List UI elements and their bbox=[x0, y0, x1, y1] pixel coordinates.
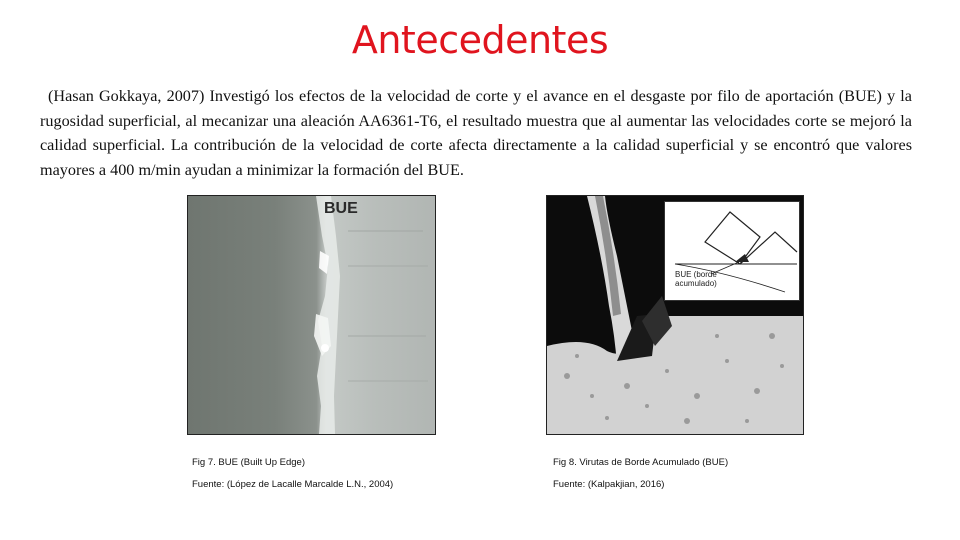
slide-title: Antecedentes bbox=[351, 18, 609, 62]
inset-bue-label bbox=[675, 270, 717, 288]
inset-label-line-1: BUE (borde bbox=[675, 270, 717, 279]
figure-7-caption: Fig 7. BUE (Built Up Edge) bbox=[192, 457, 305, 468]
figure-8-caption: Fig 8. Virutas de Borde Acumulado (BUE) bbox=[553, 457, 729, 468]
bue-image-label: BUE bbox=[324, 200, 358, 217]
body-paragraph: (Hasan Gokkaya, 2007) Investigó los efectos de la velocidad de corte y el avance en el desgaste por filo de aportación (BUE) y la rugosidad superficial, al mecanizar una aleación AA6361-T6, el resultado muestra que al aumentar las velocidades corte se mejoró la calidad superficial. La contribución de la velocidad de corte afecta directamente a la calidad superficial y se encontró que valores mayores a 400 m/min ayudan a minimizar la formación del BUE. bbox=[40, 87, 912, 179]
figure-7-source: Fuente: (López de Lacalle Marcalde L.N., 2004) bbox=[192, 479, 394, 490]
figure-7-bue-image bbox=[187, 195, 436, 435]
figure-8-chip-image bbox=[546, 195, 804, 435]
figure-8-source: Fuente: (Kalpakjian, 2016) bbox=[553, 479, 665, 490]
inset-label-line-2: acumulado) bbox=[675, 279, 717, 288]
bue-diagram-inset bbox=[664, 201, 800, 301]
bue-edge-drawing bbox=[188, 196, 435, 434]
